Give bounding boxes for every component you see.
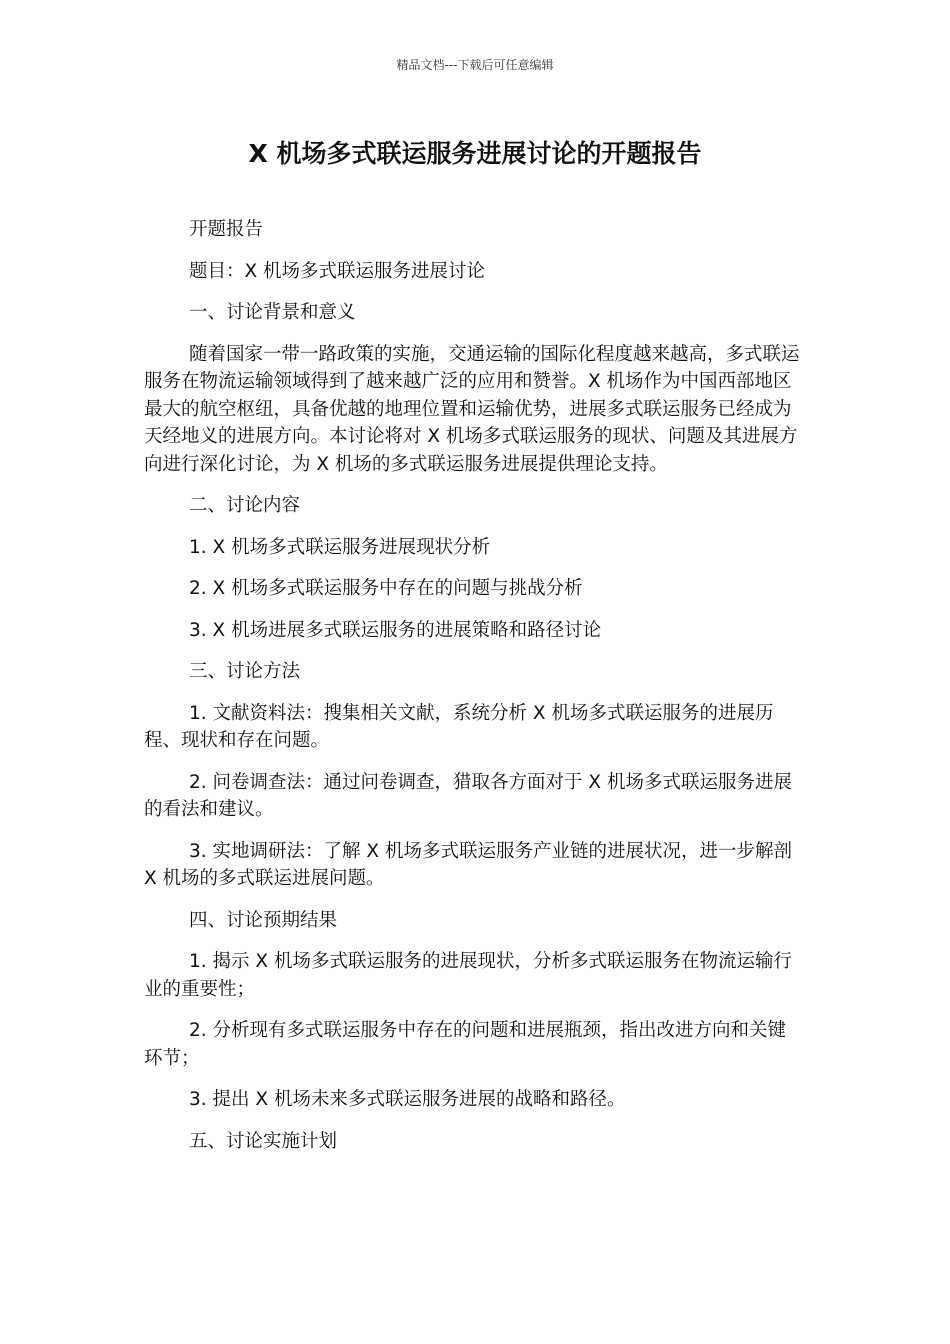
- list-item-method-3: 3. 实地调研法：了解 X 机场多式联运服务产业链的进展状况，进一步解剖 X 机场的多式联运进展问题。: [144, 840, 792, 889]
- list-item-content-3: 3. X 机场进展多式联运服务的进展策略和路径讨论: [189, 619, 602, 641]
- section-heading-content: 二、讨论内容: [189, 495, 301, 516]
- section-heading-background: 一、讨论背景和意义: [189, 302, 356, 323]
- list-item-method-2: 2. 问卷调查法：通过问卷调查，猎取各方面对于 X 机场多式联运服务进展的看法和建议。: [144, 771, 792, 820]
- section-heading-methods: 三、讨论方法: [189, 661, 301, 682]
- list-item-content-1: 1. X 机场多式联运服务进展现状分析: [189, 536, 491, 558]
- list-item-method-1: 1. 文献资料法：搜集相关文献，系统分析 X 机场多式联运服务的进展历程、现状和存在问题。: [144, 702, 774, 751]
- paragraph-background: 随着国家一带一路政策的实施，交通运输的国际化程度越来越高，多式联运服务在物流运输领域得到了越来越广泛的应用和赞誉。X 机场作为中国西部地区最大的航空枢纽，具备优越的地理位置和运输优势，进展多式联运服务已经成为天经地义的进展方向。本讨论将对 X 机场多式联运服务的现状、问题及其进展方向进行深化讨论，为 X 机场的多式联运服务进展提供理论支持。: [144, 343, 800, 475]
- list-item-result-3: 3. 提出 X 机场未来多式联运服务进展的战略和路径。: [189, 1089, 626, 1110]
- section-heading-results: 四、讨论预期结果: [189, 909, 338, 931]
- document-title: X 机场多式联运服务进展讨论的开题报告: [248, 139, 702, 168]
- paragraph-report-label: 开题报告: [189, 219, 264, 240]
- section-heading-plan: 五、讨论实施计划: [189, 1130, 338, 1152]
- list-item-result-1: 1. 揭示 X 机场多式联运服务的进展现状，分析多式联运服务在物流运输行业的重要性；: [144, 951, 792, 1000]
- header-note: 精品文档---下载后可任意编辑: [396, 58, 554, 72]
- list-item-content-2: 2. X 机场多式联运服务中存在的问题与挑战分析: [189, 578, 583, 599]
- document-body: [144, 216, 804, 1169]
- paragraph-topic: 题目：X 机场多式联运服务进展讨论: [189, 260, 486, 282]
- list-item-result-2: 2. 分析现有多式联运服务中存在的问题和进展瓶颈，指出改进方向和关键环节；: [144, 1020, 787, 1069]
